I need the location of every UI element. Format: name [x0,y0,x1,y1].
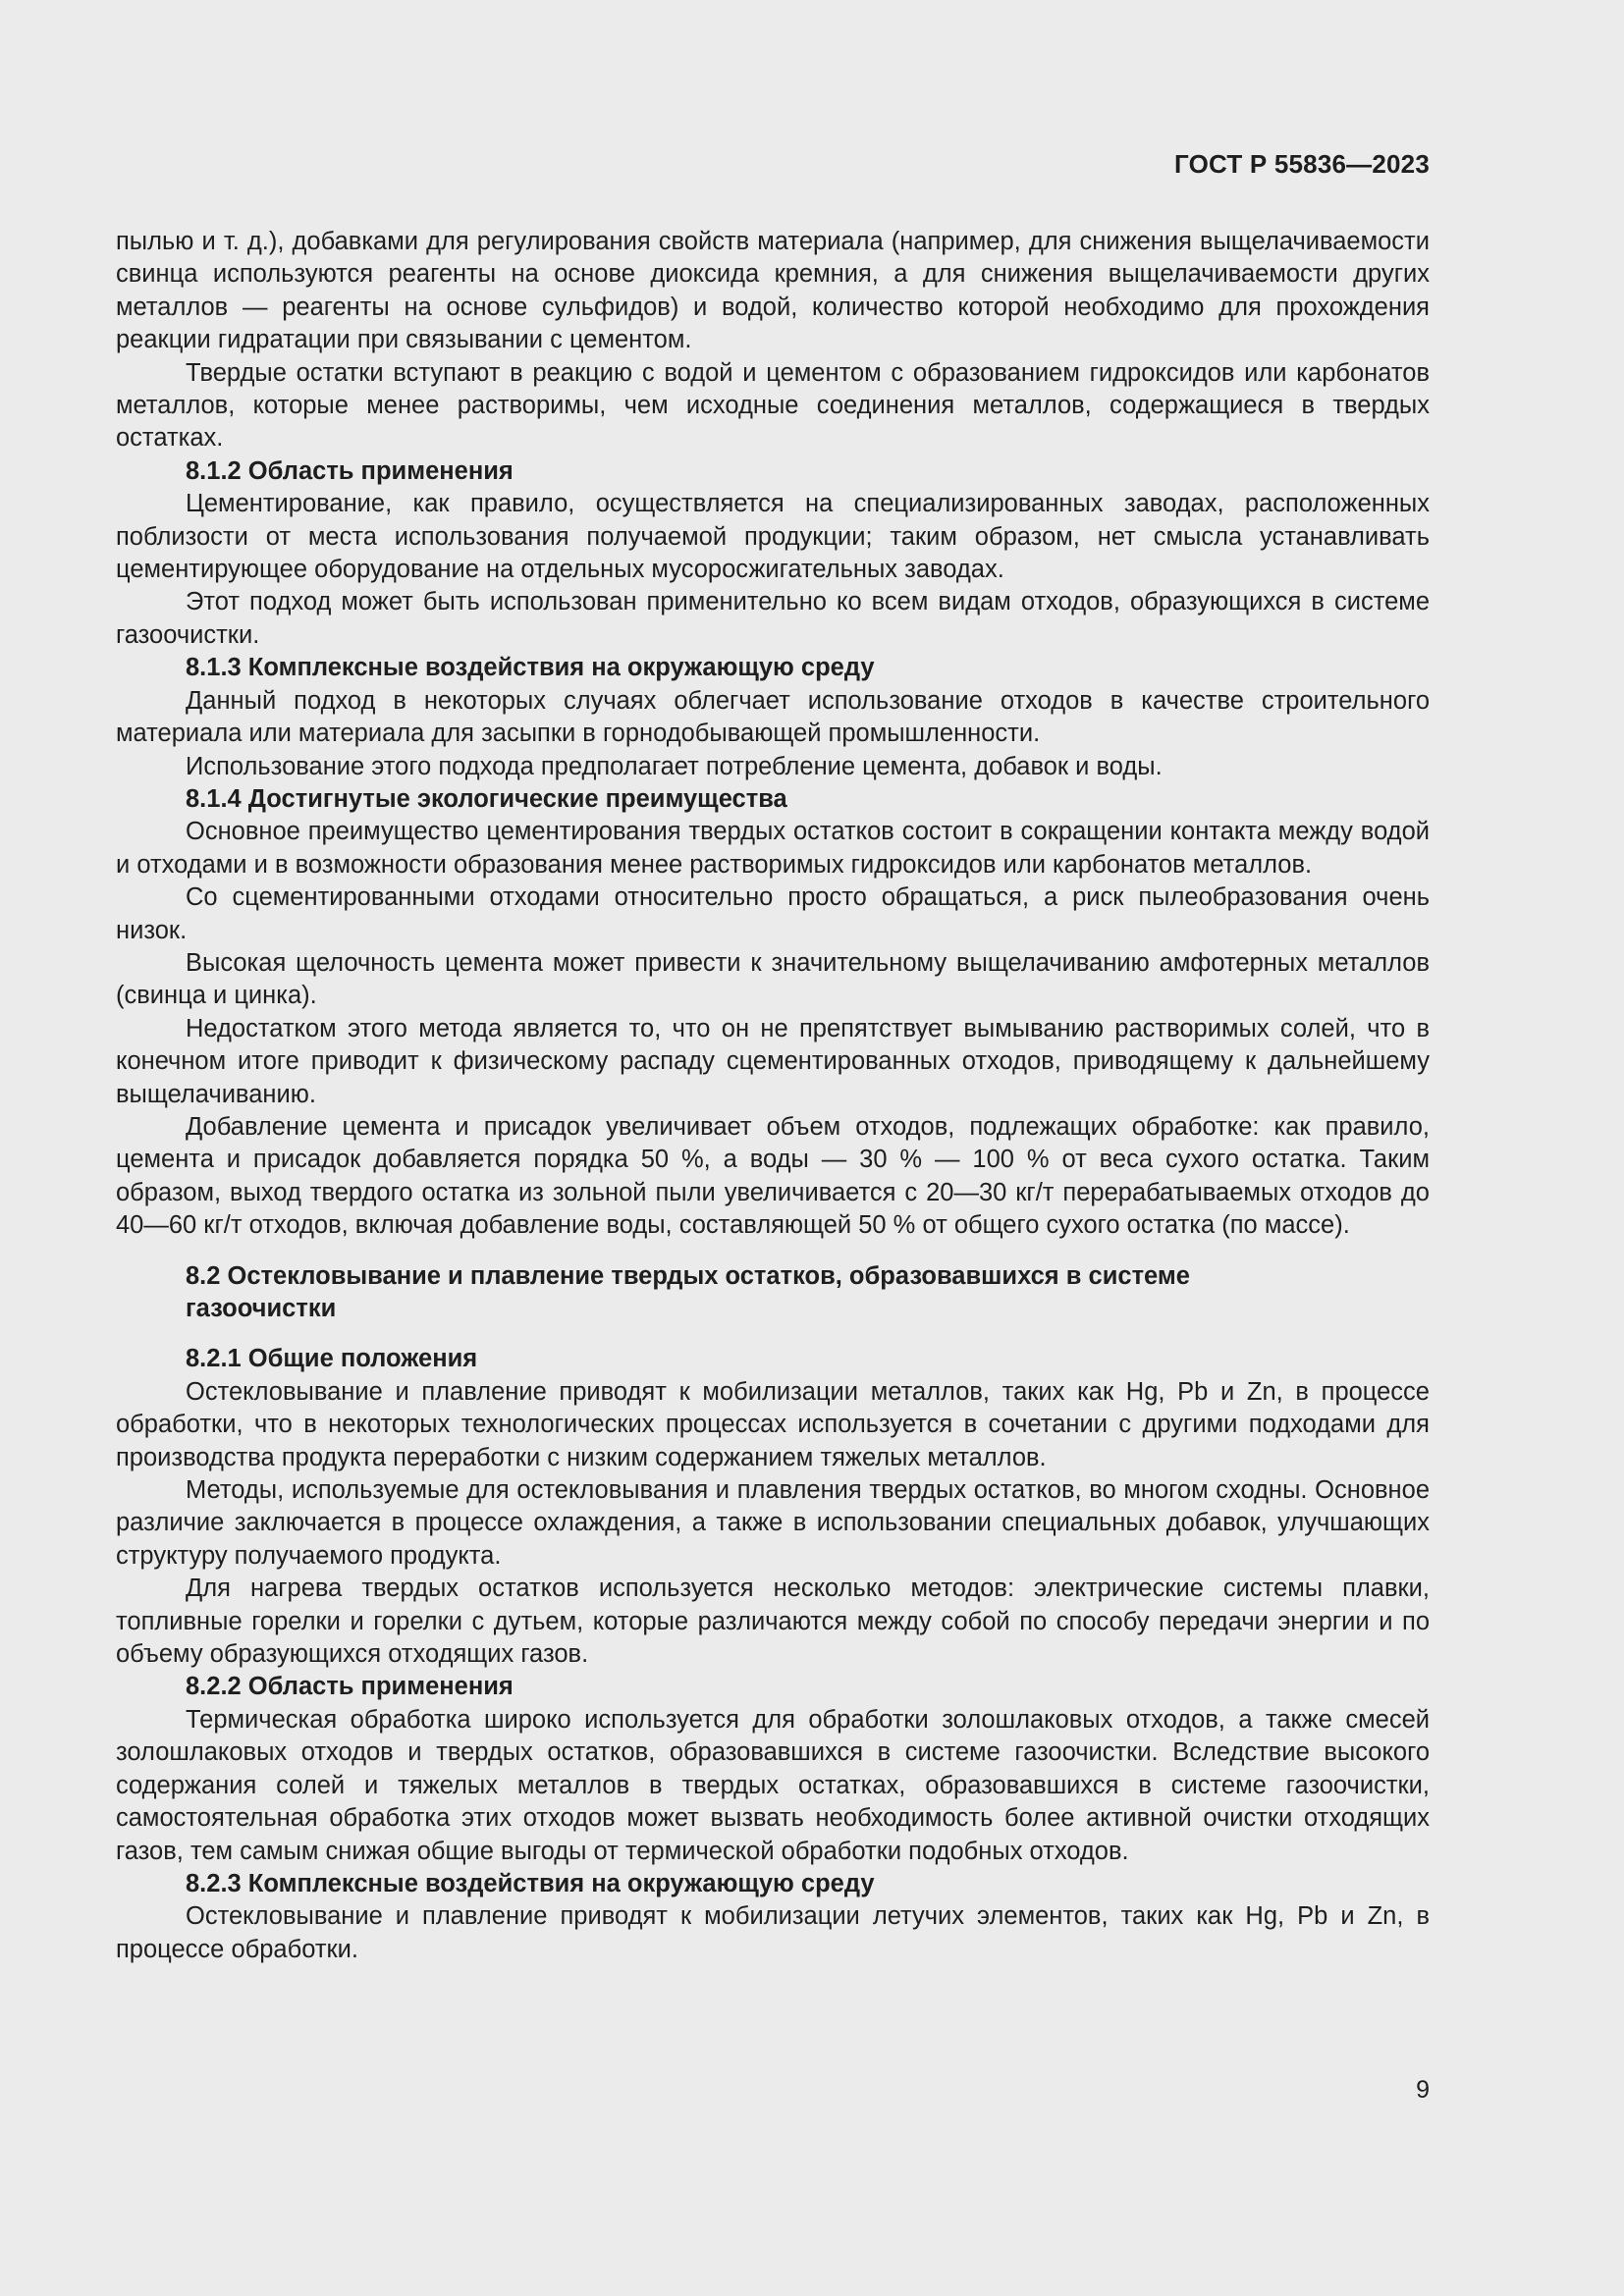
paragraph: Со сцементированными отходами относительно просто обращаться, а риск пылеобразования очень низок. [116,883,1430,944]
document-page [116,0,1430,2296]
document-code-header: ГОСТ Р 55836—2023 [1174,149,1430,179]
paragraph: Данный подход в некоторых случаях облегчает использование отходов в качестве строительного материала или материала для засыпки в горнодобывающей промышленности. [116,686,1430,748]
section-heading-8-2-3: 8.2.3 Комплексные воздействия на окружающую среду [186,1869,875,1897]
page-content [116,226,1430,1966]
section-heading-8-2-2: 8.2.2 Область применения [186,1673,514,1701]
paragraph: Методы, используемые для остекловывания и плавления твердых остатков, во многом сходны. Основное различие заключается в процессе охлаждения, а также в использовании специальных добавок, улучшающих структуру получаемого продукта. [116,1476,1430,1570]
page-number: 9 [1416,2076,1430,2104]
paragraph: пылью и т. д.), добавками для регулирования свойств материала (например, для снижения выщелачиваемости свинца используются реагенты на основе диоксида кремния, а для снижения выщелачиваемости других металлов — реагенты на основе сульфидов) и водой, количество которой необходимо для прохождения реакции гидратации при связывании с цементом. [116,228,1430,354]
paragraph: Остекловывание и плавление приводят к мобилизации металлов, таких как Hg, Pb и Zn, в процессе обработки, что в некоторых технологических процессах используется в сочетании с другими подходами для производства продукта переработки с низким содержанием тяжелых металлов. [116,1377,1430,1471]
paragraph: Остекловывание и плавление приводят к мобилизации летучих элементов, таких как Hg, Pb и Zn, в процессе обработки. [116,1902,1430,1963]
section-heading-8-2-1: 8.2.1 Общие положения [186,1345,478,1373]
paragraph: Термическая обработка широко используется для обработки золошлаковых отходов, а также смесей золошлаковых отходов и твердых остатков, образовавшихся в системе газоочистки. Вследствие высокого содержания солей и тяжелых металлов в твердых остатках, образовавшихся в системе газоочистки, самостоятельная обработка этих отходов может вызвать необходимость более активной очистки отходящих газов, тем самым снижая общие выгоды от термической обработки подобных отходов. [116,1705,1430,1865]
paragraph: Недостатком этого метода является то, что он не препятствует вымыванию растворимых солей, что в конечном итоге приводит к физическому распаду сцементированных отходов, приводящему к дальнейшему выщелачиванию. [116,1014,1430,1108]
section-heading-8-2: 8.2 Остекловывание и плавление твердых остатков, образовавшихся в системе газоочистки [186,1261,1190,1322]
paragraph: Основное преимущество цементирования твердых остатков состоит в сокращении контакта между водой и отходами и в возможности образования менее растворимых гидроксидов или карбонатов металлов. [116,818,1430,879]
paragraph: Высокая щелочность цемента может привести к значительному выщелачиванию амфотерных металлов (свинца и цинка). [116,948,1430,1010]
paragraph: Этот подход может быть использован применительно ко всем видам отходов, образующихся в системе газоочистки. [116,588,1430,649]
section-heading-8-1-4: 8.1.4 Достигнутые экологические преимущества [186,784,787,813]
section-heading-8-1-3: 8.1.3 Комплексные воздействия на окружающую среду [186,654,875,682]
section-heading-8-1-2: 8.1.2 Область применения [186,456,514,485]
paragraph: Цементирование, как правило, осуществляется на специализированных заводах, расположенных поблизости от места использования получаемой продукции; таким образом, нет смысла устанавливать цементирующее оборудование на отдельных мусоросжигательных заводах. [116,490,1430,584]
paragraph: Добавление цемента и присадок увеличивает объем отходов, подлежащих обработке: как правило, цемента и присадок добавляется порядка 50 %, а воды — 30 % — 100 % от веса сухого остатка. Таким образом, выход твердого остатка из зольной пыли увеличивается с 20—30 кг/т перерабатываемых отходов до 40—60 кг/т отходов, включая добавление воды, составляющей 50 % от общего сухого остатка (по массе). [116,1112,1430,1240]
paragraph: Для нагрева твердых остатков используется несколько методов: электрические системы плавки, топливные горелки и горелки с дутьем, которые различаются между собой по способу передачи энергии и по объему образующихся отходящих газов. [116,1575,1430,1669]
paragraph: Твердые остатки вступают в реакцию с водой и цементом с образованием гидроксидов или карбонатов металлов, которые менее растворимы, чем исходные соединения металлов, содержащиеся в твердых остатках. [116,358,1430,453]
paragraph: Использование этого подхода предполагает потребление цемента, добавок и воды. [186,752,1163,780]
